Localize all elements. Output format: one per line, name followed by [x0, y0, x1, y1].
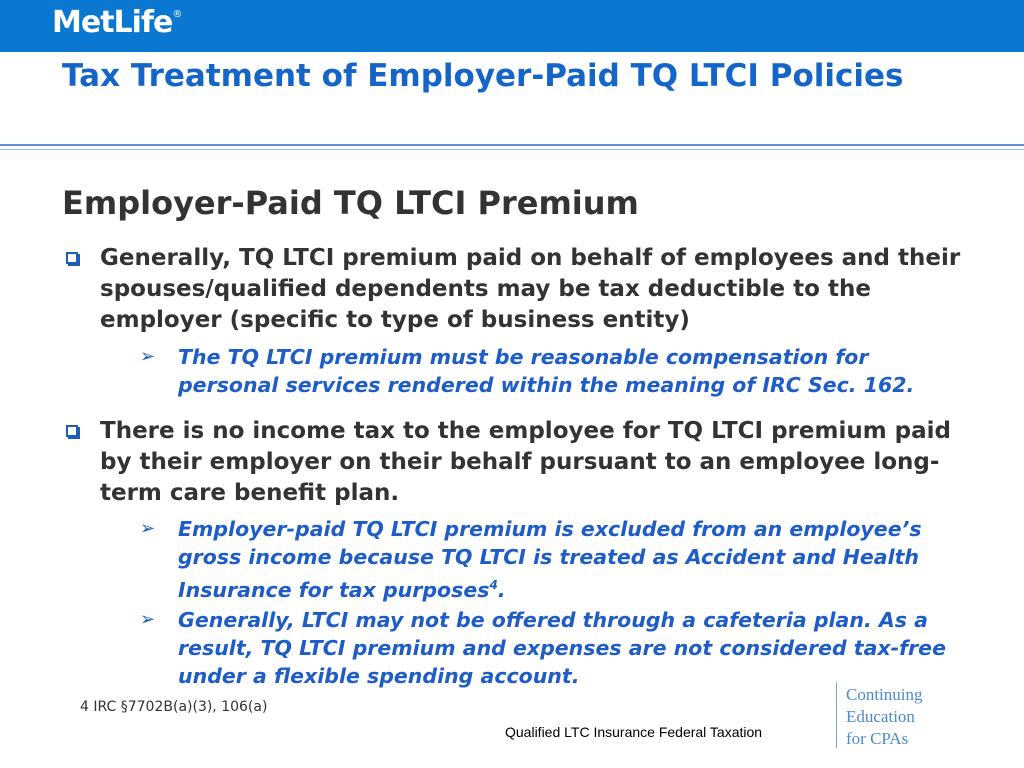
title-divider	[0, 144, 1024, 146]
footer-divider	[836, 682, 837, 748]
logo-text: MetLife	[52, 5, 173, 40]
cpe-line: for CPAs	[846, 729, 909, 748]
cpe-logo	[846, 684, 923, 750]
bullet-item	[62, 416, 962, 509]
footer-title: Qualified LTC Insurance Federal Taxation	[505, 724, 763, 740]
square-bullet-icon	[66, 252, 78, 264]
square-bullet-icon	[66, 425, 78, 437]
sub-bullet-text: The TQ LTCI premium must be reasonable compensation for personal services rendered within the meaning of IRC Sec. 162.	[178, 345, 915, 397]
bullet-text: There is no income tax to the employee for TQ LTCI premium paid by their employer on their behalf pursuant to an employee long-term care benefit plan.	[100, 418, 952, 506]
sub-bullet-text	[178, 515, 970, 604]
footnote-ref: 4	[489, 578, 498, 592]
arrow-bullet-icon: ➢	[140, 346, 156, 367]
bullet-text: Generally, TQ LTCI premium paid on behalf of employees and their spouses/qualified dependents may be tax deductible to the employer (specific to type of business entity)	[100, 245, 961, 333]
arrow-bullet-icon: ➢	[140, 609, 156, 630]
header-bar	[0, 0, 1024, 52]
registered-mark: ®	[172, 9, 182, 20]
cpe-line: Continuing	[846, 685, 923, 704]
sub-bullet-item	[140, 343, 970, 399]
sub-bullet-item	[140, 606, 970, 690]
title-divider-thin	[0, 149, 1024, 150]
sub-bullet-text: Generally, LTCI may not be offered through a cafeteria plan. As a result, TQ LTCI premium and expenses are not considered tax-free under a flexible spending account.	[178, 608, 946, 688]
sub-bullet-item	[140, 515, 970, 604]
section-heading: Employer-Paid TQ LTCI Premium	[62, 184, 639, 222]
cpe-line: Education	[846, 707, 915, 726]
arrow-bullet-icon: ➢	[140, 518, 156, 539]
sub-bullet-body: Employer-paid TQ LTCI premium is excluded from an employee’s gross income because TQ LTCI is treated as Accident and Health Insurance for tax purposes	[178, 517, 922, 602]
metlife-logo	[52, 5, 181, 40]
slide-title: Tax Treatment of Employer-Paid TQ LTCI Policies	[62, 58, 904, 94]
footnote: 4 IRC §7702B(a)(3), 106(a)	[80, 699, 268, 715]
sub-bullet-end: .	[497, 577, 506, 602]
bullet-item	[62, 243, 962, 336]
